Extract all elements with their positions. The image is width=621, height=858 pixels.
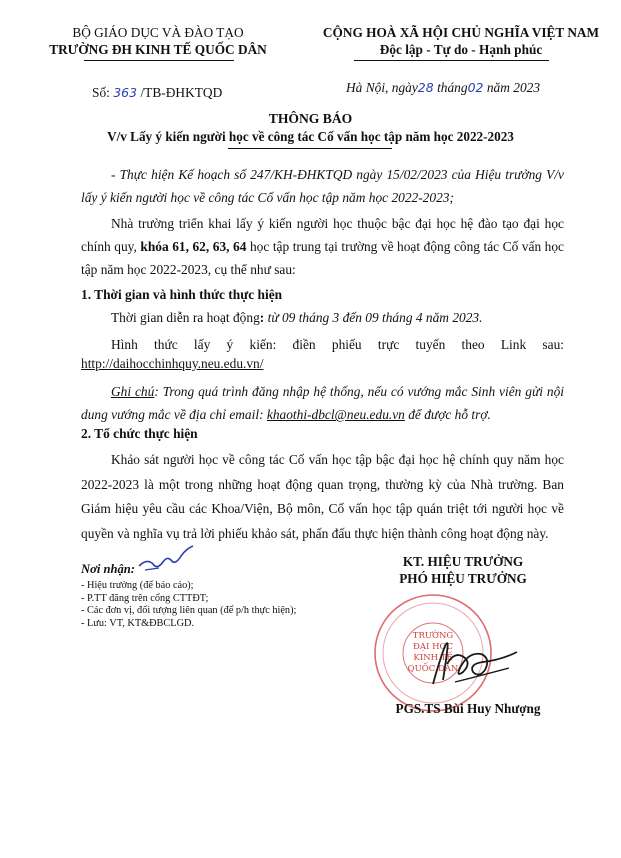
signer-role-1: KT. HIỆU TRƯỞNG (402, 554, 524, 569)
basis-paragraph: - Thực hiện Kế hoạch số 247/KH-ĐHKTQD ngày 15/02/2023 của Hiệu trưởng V/v lấy ý kiến người học về công tác Cố vấn học tập năm học 2022-2023; (81, 167, 564, 206)
ministry-name: BỘ GIÁO DỤC VÀ ĐÀO TẠO (72, 25, 244, 40)
section1-form: Hình thức lấy ý kiến: điền phiếu trực tuyến theo Link sau: (111, 337, 564, 352)
university-name: TRƯỜNG ĐH KINH TẾ QUỐC DÂN (49, 42, 267, 57)
country-name: CỘNG HOÀ XÃ HỘI CHỦ NGHĨA VIỆT NAM (322, 25, 600, 40)
recipient-item: - Lưu: VT, KT&ĐBCLGD. (81, 617, 195, 629)
recipient-item: - P.TT đăng trên cổng CTTĐT; (81, 592, 209, 604)
doc-number-prefix: Số: (92, 85, 110, 100)
stamp-line-3: QUỐC DÂN (407, 664, 459, 674)
recipients-label: Nơi nhận: (81, 562, 136, 576)
date-month: 02 (467, 80, 484, 95)
motto-underline (354, 60, 549, 61)
handwritten-signature-icon (425, 632, 525, 692)
doc-number-handwritten: 363 (113, 85, 138, 100)
recipient-item: - Hiệu trưởng (để báo cáo); (81, 580, 194, 591)
section1-time: Thời gian diễn ra hoạt động: từ 09 tháng 3 đến 09 tháng 4 năm 2023. (111, 310, 483, 325)
date-month-label: tháng (437, 80, 468, 95)
doc-number-suffix: /TB-ĐHKTQD (140, 85, 223, 100)
date-line (346, 79, 540, 96)
signer-role-2: PHÓ HIỆU TRƯỞNG (399, 571, 527, 586)
recipient-item: - Các đơn vị, đối tượng liên quan (để p/h thực hiện); (81, 605, 297, 617)
note-end: để được hỗ trợ. (404, 407, 491, 423)
header-left-underline (84, 60, 234, 61)
date-place: Hà Nội, ngày (346, 80, 418, 95)
section1-heading: 1. Thời gian và hình thức thực hiện (81, 287, 283, 302)
recipients-list (81, 580, 341, 630)
intro-bold-cohorts: khóa 61, 62, 63, 64 (140, 239, 247, 255)
note-label: Ghi chú (111, 384, 155, 399)
title-main: THÔNG BÁO (268, 111, 353, 126)
stamp-line-2: ĐẠI HỌC KINH TẾ (413, 642, 453, 663)
signer-name: PGS.TS Bùi Huy Nhượng (395, 701, 541, 716)
header-left (48, 24, 268, 58)
time-value: từ 09 tháng 3 đến 09 tháng 4 năm 2023. (267, 310, 483, 325)
note-text: : Trong quá trình đăng nhập hệ thống, nếu có vướng mắc Sinh viên gửi nội dung vướng mắc về địa chỉ email: (81, 384, 564, 423)
time-label: Thời gian diễn ra hoạt động (111, 310, 260, 325)
date-day: 28 (417, 80, 434, 95)
intro-start: Nhà trường triển khai lấy ý kiến người học thuộc bậc đại học hệ đào tạo đại học chính quy, (81, 216, 564, 255)
note-email[interactable]: khaothi-dbcl@neu.edu.vn (266, 407, 405, 423)
intro-end: học tập trung tại trường về hoạt động công tác Cố vấn học tập năm học 2022-2023, cụ thể như sau: (81, 239, 565, 278)
survey-link[interactable]: http://daihocchinhquy.neu.edu.vn/ (81, 356, 264, 371)
initial-signature-icon (137, 544, 195, 578)
header-right (310, 24, 612, 58)
date-year: năm 2023 (486, 80, 541, 95)
title-underline (228, 148, 392, 149)
section2-heading: 2. Tổ chức thực hiện (81, 426, 198, 441)
motto: Độc lập - Tự do - Hạnh phúc (379, 42, 543, 57)
signature-roles (358, 553, 568, 587)
doc-number (92, 84, 222, 101)
title-subject: V/v Lấy ý kiến người học về công tác Cố vấn học tập năm học 2022-2023 (107, 129, 514, 144)
stamp-line-1: TRƯỜNG (412, 631, 454, 641)
intro-paragraph (81, 212, 564, 282)
section2-paragraph: Khảo sát người học về công tác Cố vấn học tập bậc đại học hệ chính quy năm học 2022-2023 là một trong những hoạt động quan trọng, thường kỳ của Nhà trường. Ban Giám hiệu yêu cầu các Khoa/Viện, Bộ môn, Cố vấn học tập quán triệt tới người học về quyền và nghĩa vụ trả lời phiếu khảo sát, phấn đấu thực hiện thành công hoạt động này. (81, 452, 564, 541)
section1-note (81, 380, 564, 426)
